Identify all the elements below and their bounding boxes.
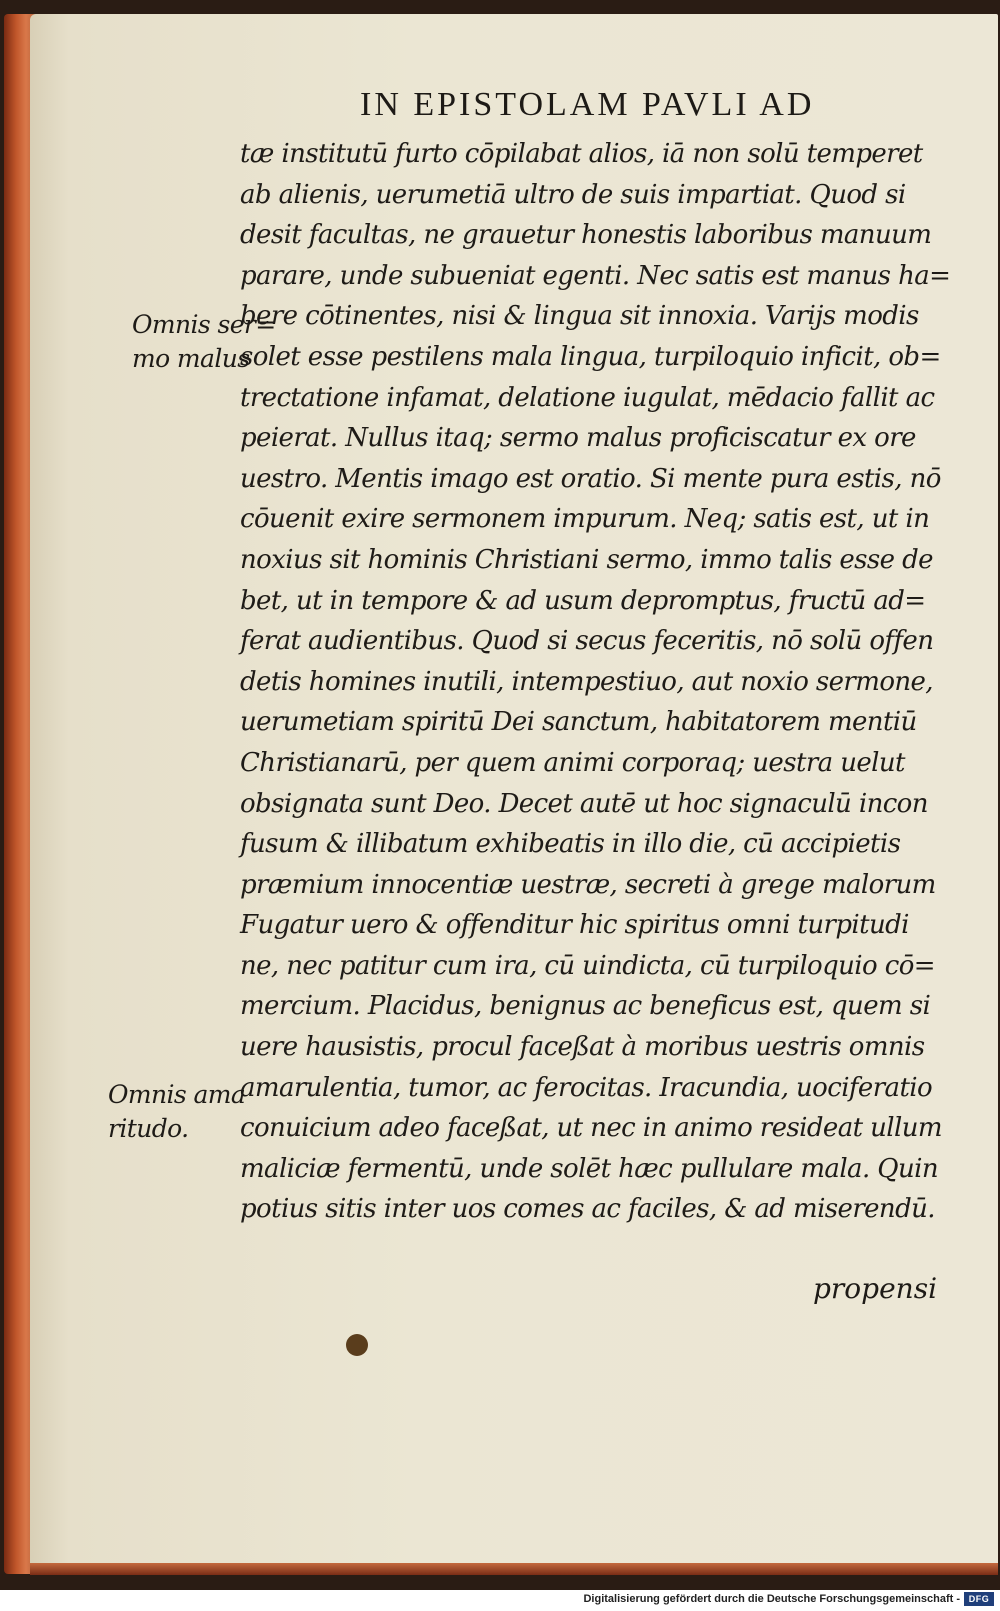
- marginal-note-omnis-amaritudo: [108, 1078, 245, 1146]
- running-head: IN EPISTOLAM PAVLI AD: [360, 86, 815, 123]
- text-line: amarulentia, tumor, ac ferocitas. Iracundia, uociferatio: [240, 1072, 933, 1103]
- ink-blot: [346, 1334, 368, 1356]
- text-line: tæ institutū furto cōpilabat alios, iā non solū temperet: [240, 139, 923, 169]
- text-line: peierat. Nullus itaq; sermo malus proficiscatur ex ore: [240, 423, 916, 454]
- text-line: Christianarū, per quem animi corporaq; uestra uelut: [240, 747, 905, 778]
- text-line: noxius sit hominis Christiani sermo, immo talis esse de: [240, 544, 933, 575]
- text-line: uerumetiam spiritū Dei sanctum, habitatorem mentiū: [240, 707, 917, 738]
- marginal-note-line: Omnis ama: [108, 1080, 246, 1109]
- text-line: potius sitis inter uos comes ac faciles, & ad miserendū.: [240, 1194, 935, 1225]
- text-line: præmium innocentiæ uestræ, secreti à grege malorum: [240, 869, 936, 900]
- text-line: ne, nec patitur cum ira, cū uindicta, cū turpiloquio cō=: [240, 950, 935, 981]
- text-line: trectatione infamat, delatione iugulat, mēdacio fallit ac: [240, 382, 935, 413]
- text-line: solet esse pestilens mala lingua, turpiloquio inficit, ob=: [240, 341, 941, 372]
- marginal-note-omnis-sermo: [132, 308, 276, 376]
- text-line: uere hausistis, procul faceßat à moribus uestris omnis: [240, 1032, 925, 1063]
- page-bottom-edge: [30, 1563, 998, 1575]
- marginal-note-line: mo malus: [132, 344, 250, 373]
- text-line: ab alienis, uerumetiā ultro de suis impartiat. Quod si: [240, 179, 906, 210]
- marginal-note-line: Omnis ser=: [132, 310, 276, 339]
- marginal-note-line: ritudo.: [108, 1114, 189, 1143]
- footer-credit: Digitalisierung gefördert durch die Deutsche Forschungsgemeinschaft -: [583, 1593, 960, 1605]
- text-line: bet, ut in tempore & ad usum depromptus, fructū ad=: [240, 585, 926, 616]
- text-line: desit facultas, ne grauetur honestis laboribus manuum: [240, 220, 932, 251]
- text-line: parare, unde subueniat egenti. Nec satis est manus ha=: [240, 260, 951, 291]
- text-line: uestro. Mentis imago est oratio. Si mente pura estis, nō: [240, 463, 941, 494]
- text-line: Fugatur uero & offenditur hic spiritus omni turpitudi: [240, 910, 909, 941]
- text-line: cōuenit exire sermonem impurum. Neq; satis est, ut in: [240, 504, 930, 535]
- text-line: bere cōtinentes, nisi & lingua sit innoxia. Varijs modis: [240, 301, 919, 332]
- text-line: maliciæ fermentū, unde solēt hæc pullulare mala. Quin: [240, 1153, 939, 1184]
- text-line: mercium. Placidus, benignus ac beneficus est, quem si: [240, 991, 931, 1022]
- body-text: [240, 134, 970, 1230]
- dfg-logo: DFG: [964, 1592, 994, 1606]
- text-line: detis homines inutili, intempestiuo, aut noxio sermone,: [240, 666, 933, 697]
- text-line: obsignata sunt Deo. Decet autē ut hoc signaculū incon: [240, 788, 928, 819]
- text-line: fusum & illibatum exhibeatis in illo die, cū accipietis: [240, 829, 901, 860]
- text-line: ferat audientibus. Quod si secus feceritis, nō solū offen: [240, 626, 934, 657]
- text-line: conuicium adeo faceßat, ut nec in animo resideat ullum: [240, 1113, 942, 1144]
- catchword: propensi: [813, 1272, 938, 1305]
